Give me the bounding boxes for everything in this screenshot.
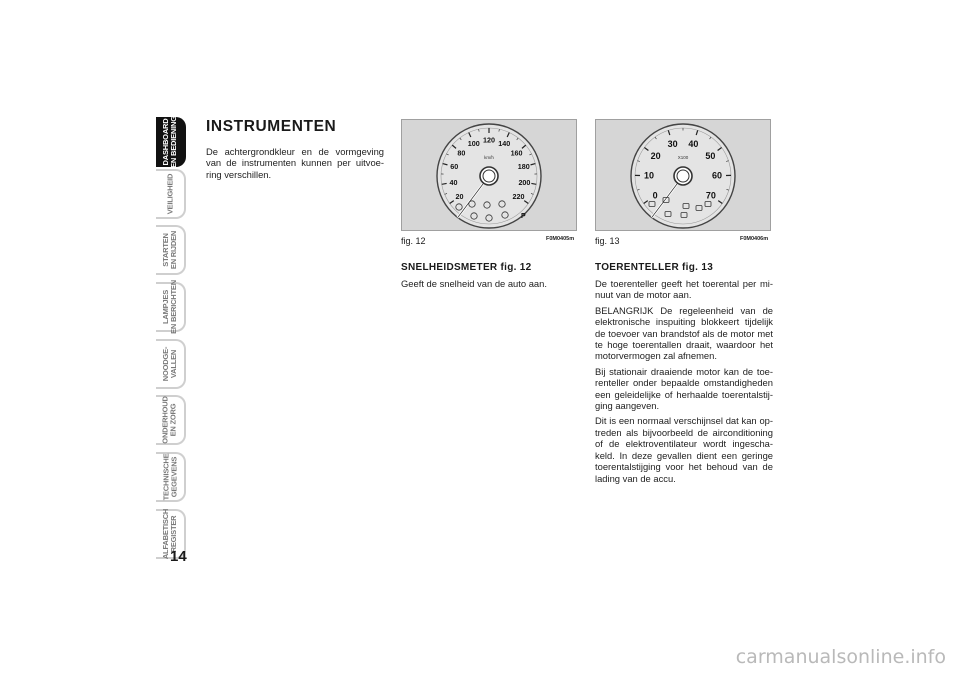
tachometer-paragraph: Dit is een normaal verschijnsel dat kan op-treden als bijvoorbeeld de airconditioning of de elektroventilateur wordt ingescha-keld. In deze gevallen dient een geringe toerentalstijging voor het behoud van de lading van de accu. <box>595 415 773 484</box>
gauge-scale-label: 10 <box>643 170 655 181</box>
speedometer-text: Geeft de snelheid van de auto aan. <box>401 278 547 289</box>
gauge-scale-label: 20 <box>650 150 661 161</box>
tachometer-text <box>595 278 773 484</box>
sidebar-tab-label: NOODGE- VALLEN <box>161 346 178 382</box>
speedometer-heading: SNELHEIDSMETER fig. 12 <box>401 262 532 273</box>
sidebar-tab[interactable] <box>156 169 186 219</box>
sidebar-tab-label: DASHBOARD EN BEDIENING <box>161 116 178 168</box>
sidebar-tab[interactable] <box>156 225 186 275</box>
tachometer-paragraph: Bij stationair draaiende motor kan de toe-renteller onder bepaalde omstandigheden een geleidelijke of herhaalde toerentalstij-ging aangeven. <box>595 365 773 412</box>
gauge-scale-label: 140 <box>498 138 511 148</box>
sidebar-tab-label: TECHNISCHE GEGEVENS <box>161 453 179 501</box>
page-number: 14 <box>170 548 187 565</box>
fig12-label: fig. 12 <box>401 236 426 246</box>
gauge-scale-label: 20 <box>455 192 464 202</box>
speedometer-illustration <box>402 120 576 230</box>
sidebar-tab[interactable] <box>156 339 186 389</box>
sidebar-tab-label: LAMPJES EN BERICHTEN <box>161 280 179 334</box>
gauge-scale-label: 0 <box>652 190 658 201</box>
gauge-scale-label: 50 <box>705 150 716 161</box>
gauge-scale-label: 200 <box>518 177 531 187</box>
sidebar-tab[interactable] <box>156 282 186 332</box>
gauge-scale-label: 30 <box>667 138 678 149</box>
sidebar-tab[interactable] <box>156 395 186 445</box>
figure-speedometer <box>401 119 577 231</box>
gauge-scale-label: 70 <box>705 190 716 201</box>
gauge-scale-label: 180 <box>517 162 530 172</box>
gauge-scale-label: 40 <box>449 177 458 187</box>
sidebar-tab-label: ONDERHOUD EN ZORG <box>161 396 178 444</box>
gauge-tick <box>442 183 447 184</box>
page-title: INSTRUMENTEN <box>206 118 337 135</box>
gauge-scale-label: 120 <box>483 135 495 145</box>
fig12-code: F0M0405m <box>546 236 575 242</box>
gauge-scale-label: 220 <box>512 192 525 202</box>
gauge-scale-label: 60 <box>711 170 723 181</box>
gauge-scale-label: 80 <box>457 148 466 158</box>
intro-paragraph: De achtergrondkleur en de vormgeving van de instrumenten kunnen per uitvoe-ring verschillen. <box>206 146 384 180</box>
tachometer-paragraph: BELANGRIJK De regeleenheid van de elektronische inspuiting blokkeert tijdelijk de toevoer van brandstof als de motor met te hoge toerentallen draait, waardoor het motorvermogen zal afnemen. <box>595 304 773 362</box>
tachometer-illustration <box>596 120 770 230</box>
tachometer-heading: TOERENTELLER fig. 13 <box>595 262 714 273</box>
gauge-unit-label: km/h <box>484 155 494 160</box>
sidebar-tab[interactable] <box>156 452 186 502</box>
tachometer-paragraph: De toerenteller geeft het toerental per mi-nuut van de motor aan. <box>595 278 773 301</box>
parking-lamp-label: P <box>521 213 526 220</box>
watermark: carmanualsonline.info <box>735 646 946 668</box>
figure-tachometer <box>595 119 771 231</box>
gauge-scale-label: 100 <box>467 138 480 148</box>
sidebar-tab-label: STARTEN EN RIJDEN <box>161 230 178 270</box>
gauge-unit-label: X100 <box>677 155 689 160</box>
fig13-code: F0M0406m <box>740 236 769 242</box>
fig13-label: fig. 13 <box>595 236 620 246</box>
sidebar-tab-label: ALFABETISCH REGISTER <box>161 508 178 560</box>
gauge-scale-label: 60 <box>450 162 459 172</box>
gauge-tick <box>531 183 536 184</box>
sidebar-tab[interactable] <box>156 117 186 167</box>
gauge-scale-label: 40 <box>688 138 699 149</box>
sidebar-tab-label: VEILIGHEID <box>165 173 175 215</box>
gauge-scale-label: 160 <box>510 148 523 158</box>
